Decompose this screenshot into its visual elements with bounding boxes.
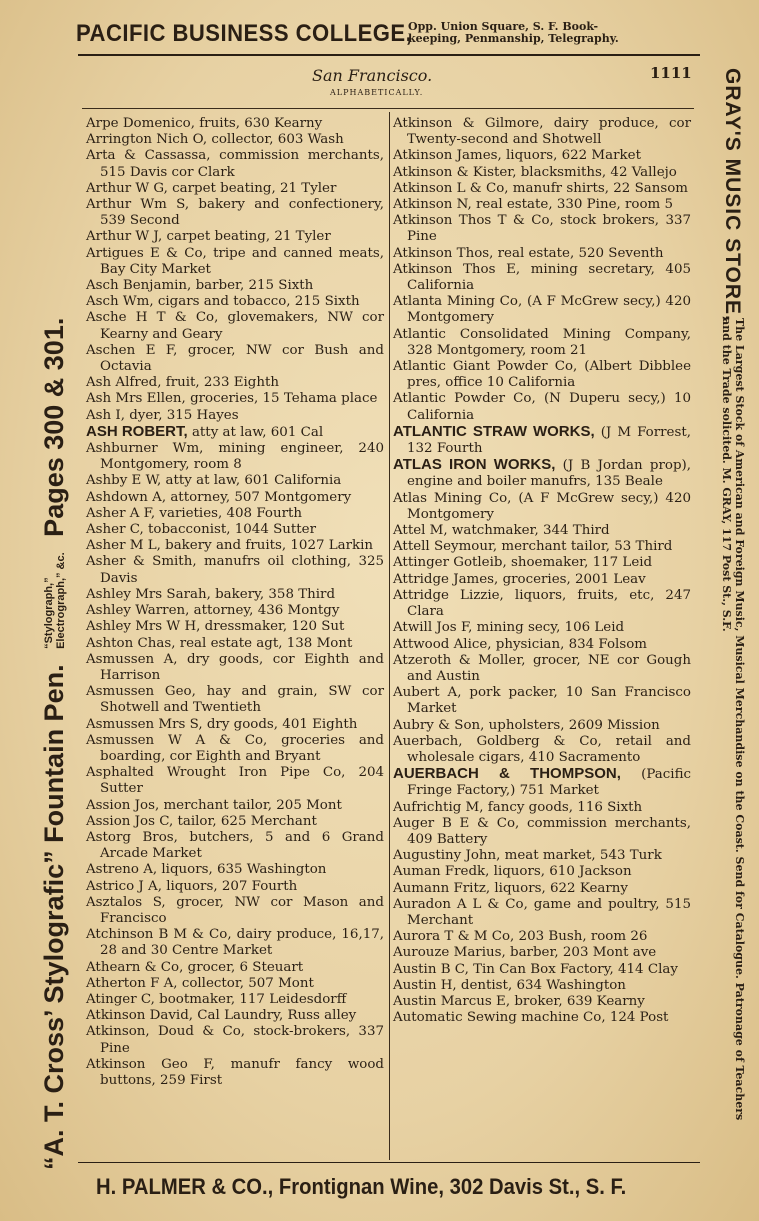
footer-advertisement: H. PALMER & CO., Frontignan Wine, 302 Davis St., S. F. (96, 1174, 627, 1199)
entry-text: Attinger Gotleib, shoemaker, 117 Leid (393, 555, 653, 571)
directory-entry (86, 765, 384, 797)
entry-text: Athearn & Co, grocer, 6 Steuart (86, 959, 304, 975)
directory-entry (86, 506, 384, 522)
directory-entry (86, 587, 384, 603)
entry-text: Ashton Chas, real estate agt, 138 Mont (86, 635, 353, 651)
directory-entry (393, 653, 691, 685)
entry-text: Asch Wm, cigars and tobacco, 215 Sixth (86, 294, 360, 310)
directory-entry (393, 327, 691, 359)
directory-entry (86, 862, 384, 878)
entry-text: Atlantic Giant Powder Co, (Albert Dibblee pres, office 10 California (393, 359, 691, 391)
left-ad-text: “A. T. Cross’ Stylografic” Fountain Pen. (39, 664, 70, 1170)
directory-entry (393, 555, 691, 571)
directory-entry (86, 619, 384, 635)
top-ad-title: PACIFIC BUSINESS COLLEGE, (76, 20, 413, 47)
directory-entry (393, 523, 691, 539)
directory-entry (86, 197, 384, 229)
entry-text: Aurouze Marius, barber, 203 Mont ave (393, 945, 657, 961)
entry-text: Asch Benjamin, barber, 215 Sixth (86, 278, 314, 294)
directory-entry (393, 945, 691, 961)
entry-text: Asher C, tobacconist, 1044 Sutter (86, 522, 316, 538)
directory-entry (86, 684, 384, 716)
left-ad-brace (43, 552, 67, 649)
entry-text: Atkinson Thos T & Co, stock brokers, 337 Pine (393, 213, 691, 245)
directory-entry (393, 359, 691, 391)
entry-text: Ash Mrs Ellen, groceries, 15 Tehama place (86, 391, 378, 407)
right-ad-store: GRAY'S MUSIC STORE, (721, 68, 744, 322)
directory-entry (86, 375, 384, 391)
entry-text: atty at law, 601 Cal (187, 424, 324, 440)
entry-text: Artigues E & Co, tripe and canned meats, Bay City Market (86, 245, 384, 277)
entry-text: Arrington Nich O, collector, 603 Wash (86, 132, 344, 148)
entry-text: Atherton F A, collector, 507 Mont (86, 975, 314, 991)
directory-entry (86, 229, 384, 245)
directory-entry (393, 491, 691, 523)
directory-entry (86, 490, 384, 506)
directory-entry (86, 814, 384, 830)
running-head: San Francisco. (312, 66, 433, 85)
entry-text: Asmussen W A & Co, groceries and boarding, cor Eighth and Bryant (86, 732, 384, 764)
directory-entry (393, 766, 691, 799)
directory-entry (86, 895, 384, 927)
entry-text: Aubry & Son, upholsters, 2609 Mission (393, 717, 660, 733)
entry-text: Auger B E & Co, commission merchants, 409 Battery (393, 815, 691, 847)
entry-text: Attridge Lizzie, liquors, fruits, etc, 247 Clara (393, 587, 691, 620)
entry-text: Atkinson David, Cal Laundry, Russ alley (86, 1008, 357, 1024)
entry-text: Atkinson & Gilmore, dairy produce, cor Twenty-second and Shotwell (393, 116, 691, 148)
entry-text: Auman Fredk, liquors, 610 Jackson (393, 864, 632, 880)
directory-entry (86, 879, 384, 895)
entry-text: Ashley Warren, attorney, 436 Montgy (86, 603, 340, 619)
entry-text: Auradon A L & Co, game and poultry, 515 Merchant (393, 896, 691, 928)
entry-text: Ashdown A, attorney, 507 Montgomery (86, 489, 352, 505)
directory-entry (86, 116, 384, 132)
directory-entry (86, 473, 384, 489)
directory-entry (393, 848, 691, 864)
directory-entry (86, 310, 384, 342)
entry-text: Attwood Alice, physician, 834 Folsom (393, 636, 647, 652)
directory-entry (86, 960, 384, 976)
entry-text: Atkinson Thos E, mining secretary, 405 California (393, 261, 691, 294)
entry-text: Assion Jos C, tailor, 625 Merchant (86, 813, 317, 829)
entry-bold-name: AUERBACH & THOMPSON, (393, 765, 621, 783)
entry-text: Asmussen Mrs S, dry goods, 401 Eighth (86, 716, 358, 732)
directory-entry (86, 1024, 384, 1056)
entry-text: Atkinson L & Co, manufr shirts, 22 Sansom (393, 180, 688, 196)
directory-entry (393, 539, 691, 555)
entry-bold-name: ASH ROBERT, (86, 422, 188, 440)
top-rule (78, 54, 700, 56)
directory-entry (393, 165, 691, 181)
entry-text: Ash Alfred, fruit, 233 Eighth (86, 375, 279, 391)
directory-entry (393, 881, 691, 897)
entry-text: Asztalos S, grocer, NW cor Mason and Francisco (86, 894, 384, 926)
directory-entry (393, 718, 691, 734)
directory-entry (86, 132, 384, 148)
directory-entry (86, 246, 384, 278)
left-side-advertisement (38, 70, 74, 1170)
entry-text: Arthur W G, carpet beating, 21 Tyler (86, 180, 337, 196)
directory-entry (393, 197, 691, 213)
left-ad-pages: Pages 300 & 301. (39, 317, 70, 537)
directory-entry (393, 457, 691, 490)
directory-entry (86, 408, 384, 424)
entry-text: Assion Jos, merchant tailor, 205 Mont (86, 797, 342, 813)
top-ad-line-2: keeping, Penmanship, Telegraphy. (408, 32, 619, 45)
directory-entry (393, 685, 691, 717)
entry-text: Arta & Cassassa, commission merchants, 515 Davis cor Clark (86, 148, 384, 180)
directory-entry (393, 929, 691, 945)
entry-text: Astreno A, liquors, 635 Washington (86, 862, 327, 878)
directory-entry (393, 734, 691, 766)
entry-text: Austin H, dentist, 634 Washington (393, 977, 626, 993)
page-number: 1111 (650, 64, 692, 82)
directory-entry (86, 733, 384, 765)
directory-entry (393, 181, 691, 197)
subhead: ALPHABETICALLY. (330, 88, 424, 97)
entry-text: (Pacific Fringe Factory,) 751 Market (407, 767, 691, 799)
directory-entry (86, 652, 384, 684)
entry-text: Atinger C, bootmaker, 117 Leidesdorff (86, 991, 347, 1007)
entry-text: Ashby E W, atty at law, 601 California (86, 473, 342, 489)
directory-entry (86, 927, 384, 959)
entry-text: Atwill Jos F, mining secy, 106 Leid (393, 620, 625, 636)
directory-entry (86, 391, 384, 407)
entry-text: Atkinson, Doud & Co, stock-brokers, 337 Pine (86, 1024, 384, 1056)
entry-text: Asmussen Geo, hay and grain, SW cor Shotwell and Twentieth (86, 684, 384, 716)
entry-text: Aubert A, pork packer, 10 San Francisco Market (393, 685, 691, 717)
entry-text: Asher & Smith, manufrs oil clothing, 325 Davis (86, 554, 384, 586)
directory-entry (393, 637, 691, 653)
entry-text: (J M Forrest, 132 Fourth (407, 424, 691, 457)
directory-entry (393, 1010, 691, 1026)
entry-text: Asher M L, bakery and fruits, 1027 Larkin (86, 538, 374, 554)
directory-entry (393, 962, 691, 978)
directory-entry (86, 294, 384, 310)
directory-entry (86, 343, 384, 375)
directory-entry (393, 148, 691, 164)
top-ad-line-1: Opp. Union Square, S. F. Book- (408, 20, 599, 33)
directory-entry (393, 213, 691, 245)
entry-bold-name: ATLAS IRON WORKS, (393, 456, 556, 474)
entry-text: Automatic Sewing machine Co, 124 Post (393, 1010, 669, 1026)
directory-entry (86, 603, 384, 619)
directory-entry (86, 717, 384, 733)
directory-entry (393, 588, 691, 620)
entry-text: Asher A F, varieties, 408 Fourth (86, 505, 302, 521)
directory-entry (393, 897, 691, 929)
entry-text: Aumann Fritz, liquors, 622 Kearny (393, 880, 628, 896)
directory-entry (393, 424, 691, 457)
right-side-advertisement (720, 68, 744, 1138)
directory-entry (393, 116, 691, 148)
entry-text: Arthur Wm S, bakery and confectionery, 539 Second (86, 197, 384, 229)
entry-text: Atlanta Mining Co, (A F McGrew secy,) 420 Montgomery (393, 294, 691, 326)
directory-entry (86, 798, 384, 814)
header-rule (82, 108, 694, 109)
entry-text: Atkinson N, real estate, 330 Pine, room 5 (393, 197, 674, 213)
entry-text: Asmussen A, dry goods, cor Eighth and Harrison (86, 651, 384, 683)
directory-entry (393, 572, 691, 588)
directory-entry (86, 148, 384, 180)
directory-entry (86, 1008, 384, 1024)
left-ad-brace-line-1: “Stylograph,” (42, 577, 55, 649)
entry-text: Asphalted Wrought Iron Pipe Co, 204 Sutter (86, 765, 384, 797)
directory-entry (86, 830, 384, 862)
left-ad-brace-line-2: Electrograph,” &c. (54, 552, 67, 649)
entry-text: Atkinson Thos, real estate, 520 Seventh (393, 245, 664, 261)
entry-text: Ashburner Wm, mining engineer, 240 Montgomery, room 8 (86, 441, 384, 473)
directory-entry (86, 538, 384, 554)
entry-text: Auerbach, Goldberg & Co, retail and wholesale cigars, 410 Sacramento (393, 733, 691, 765)
left-column (86, 116, 384, 1089)
entry-text: Attel M, watchmaker, 344 Third (393, 523, 610, 539)
directory-entry (393, 816, 691, 848)
entry-text: Aurora T & M Co, 203 Bush, room 26 (393, 929, 648, 945)
directory-entry (393, 262, 691, 294)
entry-text: Atlantic Powder Co, (N Duperu secy,) 10 California (393, 391, 691, 423)
entry-text: Atzeroth & Moller, grocer, NE cor Gough and Austin (393, 652, 691, 684)
directory-entry (393, 978, 691, 994)
entry-text: Aufrichtig M, fancy goods, 116 Sixth (393, 799, 643, 815)
entry-text: Atchinson B M & Co, dairy produce, 16,17, 28 and 30 Centre Market (86, 927, 384, 959)
column-divider (389, 112, 390, 1160)
directory-entry (393, 620, 691, 636)
entry-text: Atlantic Consolidated Mining Company, 328 Montgomery, room 21 (393, 326, 691, 358)
entry-text: Astrico J A, liquors, 207 Fourth (86, 878, 298, 894)
directory-entry (393, 391, 691, 423)
entry-text: Attridge James, groceries, 2001 Leav (393, 571, 646, 587)
entry-text: Ashley Mrs Sarah, bakery, 358 Third (86, 586, 336, 602)
entry-text: Attell Seymour, merchant tailor, 53 Third (393, 539, 673, 555)
entry-text: Augustiny John, meat market, 543 Turk (393, 848, 662, 864)
entry-text: Arpe Domenico, fruits, 630 Kearny (86, 116, 323, 131)
entry-text: (J B Jordan prop), engine and boiler manufrs, 135 Beale (407, 458, 691, 490)
directory-entry (86, 636, 384, 652)
right-ad-text: The Largest Stock of American and Foreign Music, Musical Merchandise on the Coast. Send for Catalogue. Patronage of Teachers and the Trade solicited. M. GRAY, 117 Post St., S.F. (720, 318, 746, 1121)
directory-entry (393, 246, 691, 262)
entry-bold-name: ATLANTIC STRAW WORKS, (393, 422, 595, 440)
top-advertisement (0, 14, 759, 54)
entry-text: Asche H T & Co, glovemakers, NW cor Kearny and Geary (86, 310, 384, 342)
entry-text: Atkinson & Kister, blacksmiths, 42 Vallejo (393, 164, 677, 180)
entry-text: Austin B C, Tin Can Box Factory, 414 Clay (393, 961, 678, 977)
entry-text: Aschen E F, grocer, NW cor Bush and Octavia (86, 342, 384, 375)
entry-text: Austin Marcus E, broker, 639 Kearny (393, 993, 645, 1009)
directory-entry (86, 424, 384, 441)
directory-entry (393, 294, 691, 326)
entry-text: Arthur W J, carpet beating, 21 Tyler (86, 229, 331, 245)
entry-text: Astorg Bros, butchers, 5 and 6 Grand Arcade Market (86, 829, 384, 862)
entry-text: Ashley Mrs W H, dressmaker, 120 Sut (86, 619, 345, 635)
entry-text: Atkinson James, liquors, 622 Market (393, 148, 641, 164)
directory-entry (86, 181, 384, 197)
entry-text: Atlas Mining Co, (A F McGrew secy,) 420 Montgomery (393, 490, 691, 522)
entry-text: Ash I, dyer, 315 Hayes (86, 407, 239, 423)
right-column (393, 116, 691, 1026)
directory-entry (393, 864, 691, 880)
directory-entry (86, 1057, 384, 1089)
directory-entry (86, 992, 384, 1008)
directory-entry (86, 554, 384, 586)
directory-entry (393, 994, 691, 1010)
entry-text: Atkinson Geo F, manufr fancy wood buttons, 259 First (86, 1056, 384, 1088)
directory-entry (86, 522, 384, 538)
directory-entry (86, 441, 384, 473)
directory-entry (393, 800, 691, 816)
bottom-rule (78, 1162, 700, 1163)
top-ad-details (408, 21, 708, 45)
directory-entry (86, 278, 384, 294)
directory-entry (86, 976, 384, 992)
